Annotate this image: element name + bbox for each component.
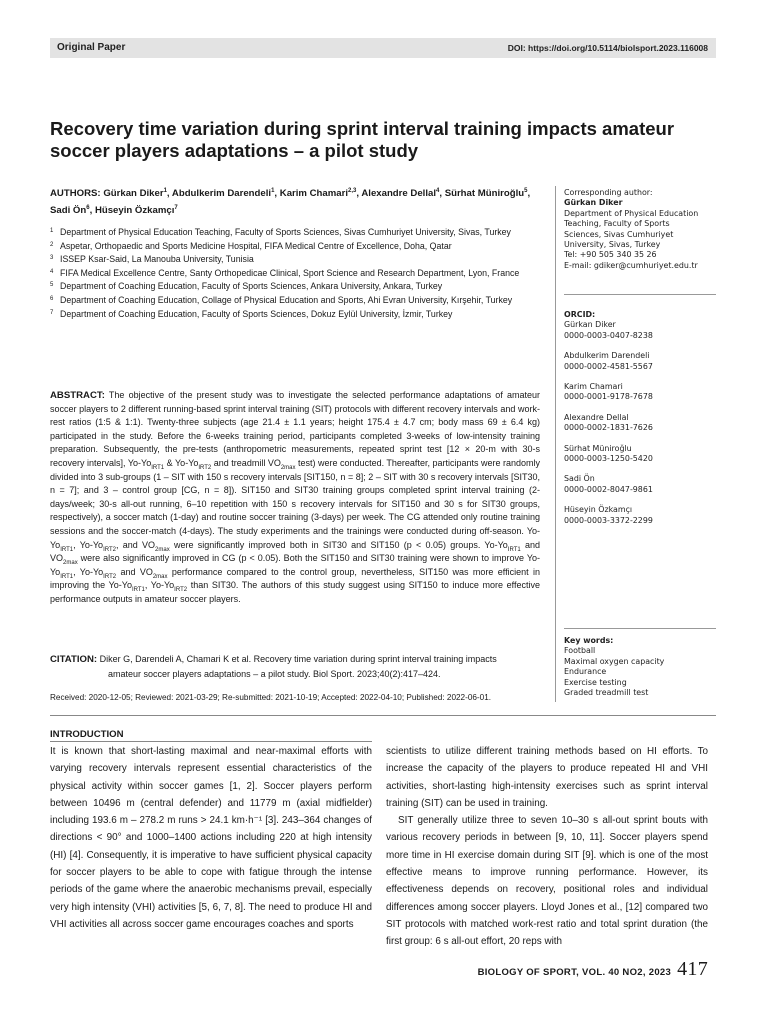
orcid-name: Sürhat Müniroğlu	[564, 443, 632, 453]
author-name: Alexandre Dellal	[361, 188, 436, 200]
abstract-text: were also significantly improved in CG (p < 0.05). Both the SIT150 and SIT30 training were shown to improve Yo-Yo	[50, 553, 540, 577]
header-bar	[50, 38, 716, 58]
author-name: Abdulkerim Darendeli	[171, 188, 272, 200]
orcid-id[interactable]: 0000-0003-1250-5420	[564, 454, 653, 464]
abstract-text: , and VO	[115, 539, 156, 550]
abstract-text: & Yo-Yo	[164, 457, 199, 468]
subscript: IRT1	[131, 587, 145, 594]
subscript: IRT2	[198, 464, 212, 471]
affiliation-number: 6	[50, 295, 54, 302]
affiliation-number: 1	[50, 228, 54, 234]
affiliations	[50, 226, 542, 321]
subscript: IRT1	[60, 546, 74, 553]
affiliation-number: 3	[50, 255, 54, 262]
affiliation-text: Department of Coaching Education, Faculty of Sports Sciences, Ankara University, Ankara, Turkey	[60, 281, 443, 292]
subscript: IRT2	[103, 546, 116, 553]
subscript: IRT1	[507, 546, 521, 553]
author-name: Sadi Ön	[50, 205, 87, 217]
article-type: Original Paper	[57, 42, 126, 53]
corresponding-name: Gürkan Diker	[564, 198, 623, 208]
subscript: IRT2	[174, 587, 188, 594]
citation	[50, 652, 540, 681]
orcid-list	[564, 310, 724, 526]
publication-dates: Received: 2020-12-05; Reviewed: 2021-03-29; Re-submitted: 2021-10-19; Accepted: 2022-04-10; Published: 2022-06-01.	[50, 693, 492, 702]
sidebar-separator	[564, 628, 716, 629]
page-title: Recovery time variation during sprint interval training impacts amateur soccer players adaptations – a pilot study	[50, 118, 675, 161]
corresponding-label: Corresponding author:	[564, 188, 653, 197]
keywords	[564, 636, 724, 698]
corresponding-author	[564, 188, 724, 271]
corresponding-line: Teaching, Faculty of Sports	[564, 219, 670, 229]
orcid-name: Gürkan Diker	[564, 320, 616, 330]
abstract-text: test) were conducted. Thereafter, participants were randomly divided into 3 sub-groups (1 – SIT with 150 s recovery intervals [SIT150, n = 8]; 2 – SIT with 30 s recovery intervals [SIT30, n = 7]; and 3 – control group [CG, n = 8]). SIT150 and SIT30 training groups completed sprint interval training (2-days/week; 30-s all-out running, 6–10 repetition with 150 s recovery intervals for SIT150 and 30 s for SIT30 groups, respectively), a soccer match (1-day) and routine soccer training (3-days) per week. The CG attended only routine training sessions and the soccer-match (4-days). The study experiments and the trainings were conducted during off-season. Yo-Yo	[50, 457, 541, 550]
orcid-name: Sadi Ön	[564, 474, 595, 484]
subscript: IRT1	[151, 464, 165, 471]
paragraph: scientists to utilize different training methods based on HI efforts. To increase the capacity of the players to produce repeated HI and VHI activities, short-lasting high-intensity exercises such as sprint interval training (SIT) can be used in training.	[386, 746, 708, 809]
corresponding-line: Department of Physical Education	[564, 208, 699, 218]
author-sup: 4	[436, 188, 440, 194]
orcid-id[interactable]: 0000-0002-1831-7626	[564, 423, 653, 433]
doi-link[interactable]: DOI: https://doi.org/10.5114/biolsport.2023.116008	[507, 43, 708, 53]
abstract-text: , Yo-Yo	[144, 580, 175, 591]
orcid-id[interactable]: 0000-0003-0407-8238	[564, 330, 653, 340]
keyword: Football	[564, 646, 596, 656]
author-name: Karim Chamari	[279, 188, 349, 200]
affiliation-text: FIFA Medical Excellence Centre, Santy Orthopedicae Clinical, Sport Science and Research Department, Lyon, France	[60, 267, 520, 278]
subscript: 2max	[280, 464, 296, 471]
affiliation	[50, 253, 542, 267]
section-heading: INTRODUCTION	[50, 729, 124, 740]
page-footer	[478, 958, 708, 981]
affiliation-number: 4	[50, 268, 54, 275]
affiliation	[50, 280, 542, 294]
abstract-text: , Yo-Yo	[73, 566, 104, 577]
orcid-id[interactable]: 0000-0002-4581-5567	[564, 361, 653, 371]
subscript: IRT1	[60, 573, 74, 580]
author-name: Sürhat Müniroğlu	[444, 188, 525, 200]
affiliation-text: Aspetar, Orthopaedic and Sports Medicine Hospital, FIFA Medical Centre of Excellence, Doha, Qatar	[60, 240, 452, 251]
heading-underline	[50, 741, 372, 742]
affiliation	[50, 240, 542, 254]
affiliation-number: 2	[50, 241, 54, 248]
keyword: Endurance	[564, 667, 607, 677]
abstract-label: ABSTRACT:	[50, 390, 105, 401]
affiliation-text: Department of Physical Education Teaching, Faculty of Sports Sciences, Sivas Cumhuriyet University, Sivas, Turkey	[60, 227, 511, 237]
affiliation	[50, 226, 542, 240]
citation-text: amateur soccer players adaptations – a pilot study. Biol Sport. 2023;40(2):417–424.	[108, 669, 441, 679]
affiliation	[50, 267, 542, 281]
author-list: AUTHORS: Gürkan Diker$^1$, Abdulkerim Darendeli$^1$, Karim Chamari$^{2,3}$, Alexandre Dellal$^4$, Sürhat Müniroğlu$^5$, Sadi $Ön^6$, Hüseyin Özkamçı$^7$	[50, 188, 531, 217]
orcid-name: Abdulkerim Darendeli	[564, 351, 650, 361]
author-name: Hüseyin Özkamçı	[94, 205, 175, 217]
orcid-id[interactable]: 0000-0003-3372-2299	[564, 515, 653, 525]
keywords-label: Key words:	[564, 636, 614, 645]
author-sup: 5	[524, 188, 528, 194]
author-sup: 6	[86, 205, 90, 212]
paragraph: SIT generally utilize three to seven 10–30 s all-out sprint bouts with various recovery periods in between [9, 10, 11]. Soccer players spend more time in HI exercise domain during SIT [9]. which is one of the most effective means to improve running performance. However, its effectiveness depends on recovery, positional roles and individual differences among soccer players. Lloyd Jones et al., [12] compared two SIT protocols with matched work-rest ratio and total sprint duration (the first group: 6 s all-out effort, 20 reps with	[386, 815, 708, 948]
orcid-name: Hüseyin Özkamçı	[564, 505, 633, 515]
orcid-label: ORCID:	[564, 310, 596, 319]
abstract-text: , Yo-Yo	[73, 539, 104, 550]
orcid-name: Karim Chamari	[564, 382, 623, 392]
affiliation	[50, 294, 542, 308]
author-name: Gürkan Diker	[103, 188, 164, 200]
page-number: 417	[677, 958, 708, 980]
abstract-text: The objective of the present study was to investigate the selected performance adaptations of amateur soccer players to 2 different running-based sprint interval training (SIT) protocols with different recovery intervals and work-rest ratios (1:5 & 1:1). Twenty-three subjects (age 21.4 ± 1.1 years; height 175.4 ± 4.7 cm; body mass 69 ± 6.4 kg) participated in the study. Before the 6-weeks training period, participants completed 3-weeks of low-intensity training preparation. Subsequently, the pre-tests (anthropometric measurements, repeated sprint test [12 × 20-m with 30-s recovery intervals], Yo-Yo	[50, 390, 540, 468]
subscript: 2max	[155, 546, 170, 553]
orcid-name: Alexandre Dellal	[564, 412, 629, 422]
citation-text: Diker G, Darendeli A, Chamari K et al. Recovery time variation during sprint interval training impacts	[99, 654, 497, 664]
affiliation-number: 5	[50, 282, 54, 289]
affiliation-text: ISSEP Ksar-Said, La Manouba University, Tunisia	[60, 254, 254, 265]
abstract-text: and treadmill VO	[211, 457, 281, 468]
authors-label: AUTHORS:	[50, 188, 101, 200]
subscript: 2max	[63, 559, 78, 566]
paragraph: It is known that short-lasting maximal and near-maximal efforts with varying recovery intervals represent essential characteristics of the physical activity within soccer games [1, 2]. Soccer players perform between 10496 m (central defender) and 11779 m (axial midfielder) including 193.6 m – 278.2 m runs > 24.1 km·h⁻¹ [3]. 243–364 changes of directions < 90° and 1000–1400 actions including 220 at high intensity (HI) [4]. Consequently, it is imperative to have sufficient physical capacity for soccer players to be able to cope with fatigue through the intense periods of the game where the anaerobic mechanisms prevail, especially very high intensity (VHI) activities [5, 6, 7, 8]. The need to produce HI and VHI activities all across soccer game encourages coaches and sports	[50, 746, 372, 930]
keyword: Maximal oxygen capacity	[564, 656, 665, 666]
section-divider	[50, 715, 716, 716]
abstract-text: performance compared to the control group, nevertheless, SIT150 was more efficient in improving the Yo-Yo	[50, 566, 540, 591]
abstract-text: than SIT30. The authors of this study suggest using SIT150 to induce more effective performance outputs in amateur soccer players.	[50, 580, 540, 604]
orcid-id[interactable]: 0000-0001-9178-7678	[564, 392, 653, 402]
orcid-id[interactable]: 0000-0002-8047-9861	[564, 484, 653, 494]
author-sup: 1	[271, 188, 275, 194]
abstract-text: and VO	[50, 539, 540, 564]
abstract	[50, 389, 540, 607]
corresponding-email[interactable]: E-mail: gdiker@cumhuriyet.edu.tr	[564, 260, 698, 270]
affiliation	[50, 308, 542, 322]
affiliation-text: Department of Coaching Education, Collage of Physical Education and Sports, Ahi Evran University, Kırşehir, Turkey	[60, 294, 513, 305]
corresponding-line: Tel: +90 505 340 35 26	[564, 250, 657, 260]
citation-label: CITATION:	[50, 654, 98, 665]
intro-column-left	[50, 743, 372, 933]
sidebar-divider	[555, 186, 556, 702]
corresponding-line: University, Sivas, Turkey	[564, 240, 661, 250]
author-sup: 2,3	[348, 188, 357, 194]
sidebar-separator	[564, 294, 716, 295]
subscript: 2max	[152, 573, 168, 580]
affiliation-number: 7	[50, 309, 54, 316]
intro-column-right	[386, 743, 708, 951]
keyword: Graded treadmill test	[564, 688, 649, 698]
author-sup: 1	[163, 188, 167, 194]
keyword: Exercise testing	[564, 677, 627, 687]
abstract-text: and VO	[116, 566, 153, 577]
corresponding-line: Sciences, Sivas Cumhuriyet	[564, 229, 674, 239]
journal-info: BIOLOGY OF SPORT, VOL. 40 NO2, 2023	[477, 967, 672, 978]
author-sup: 7	[174, 205, 178, 212]
affiliation-text: Department of Coaching Education, Faculty of Sports Sciences, Dokuz Eylül University, İzmir, Turkey	[60, 308, 453, 319]
abstract-text: were significantly improved both in SIT30 and SIT150 (p < 0.05) groups. Yo-Yo	[169, 539, 508, 550]
subscript: IRT2	[103, 573, 117, 580]
